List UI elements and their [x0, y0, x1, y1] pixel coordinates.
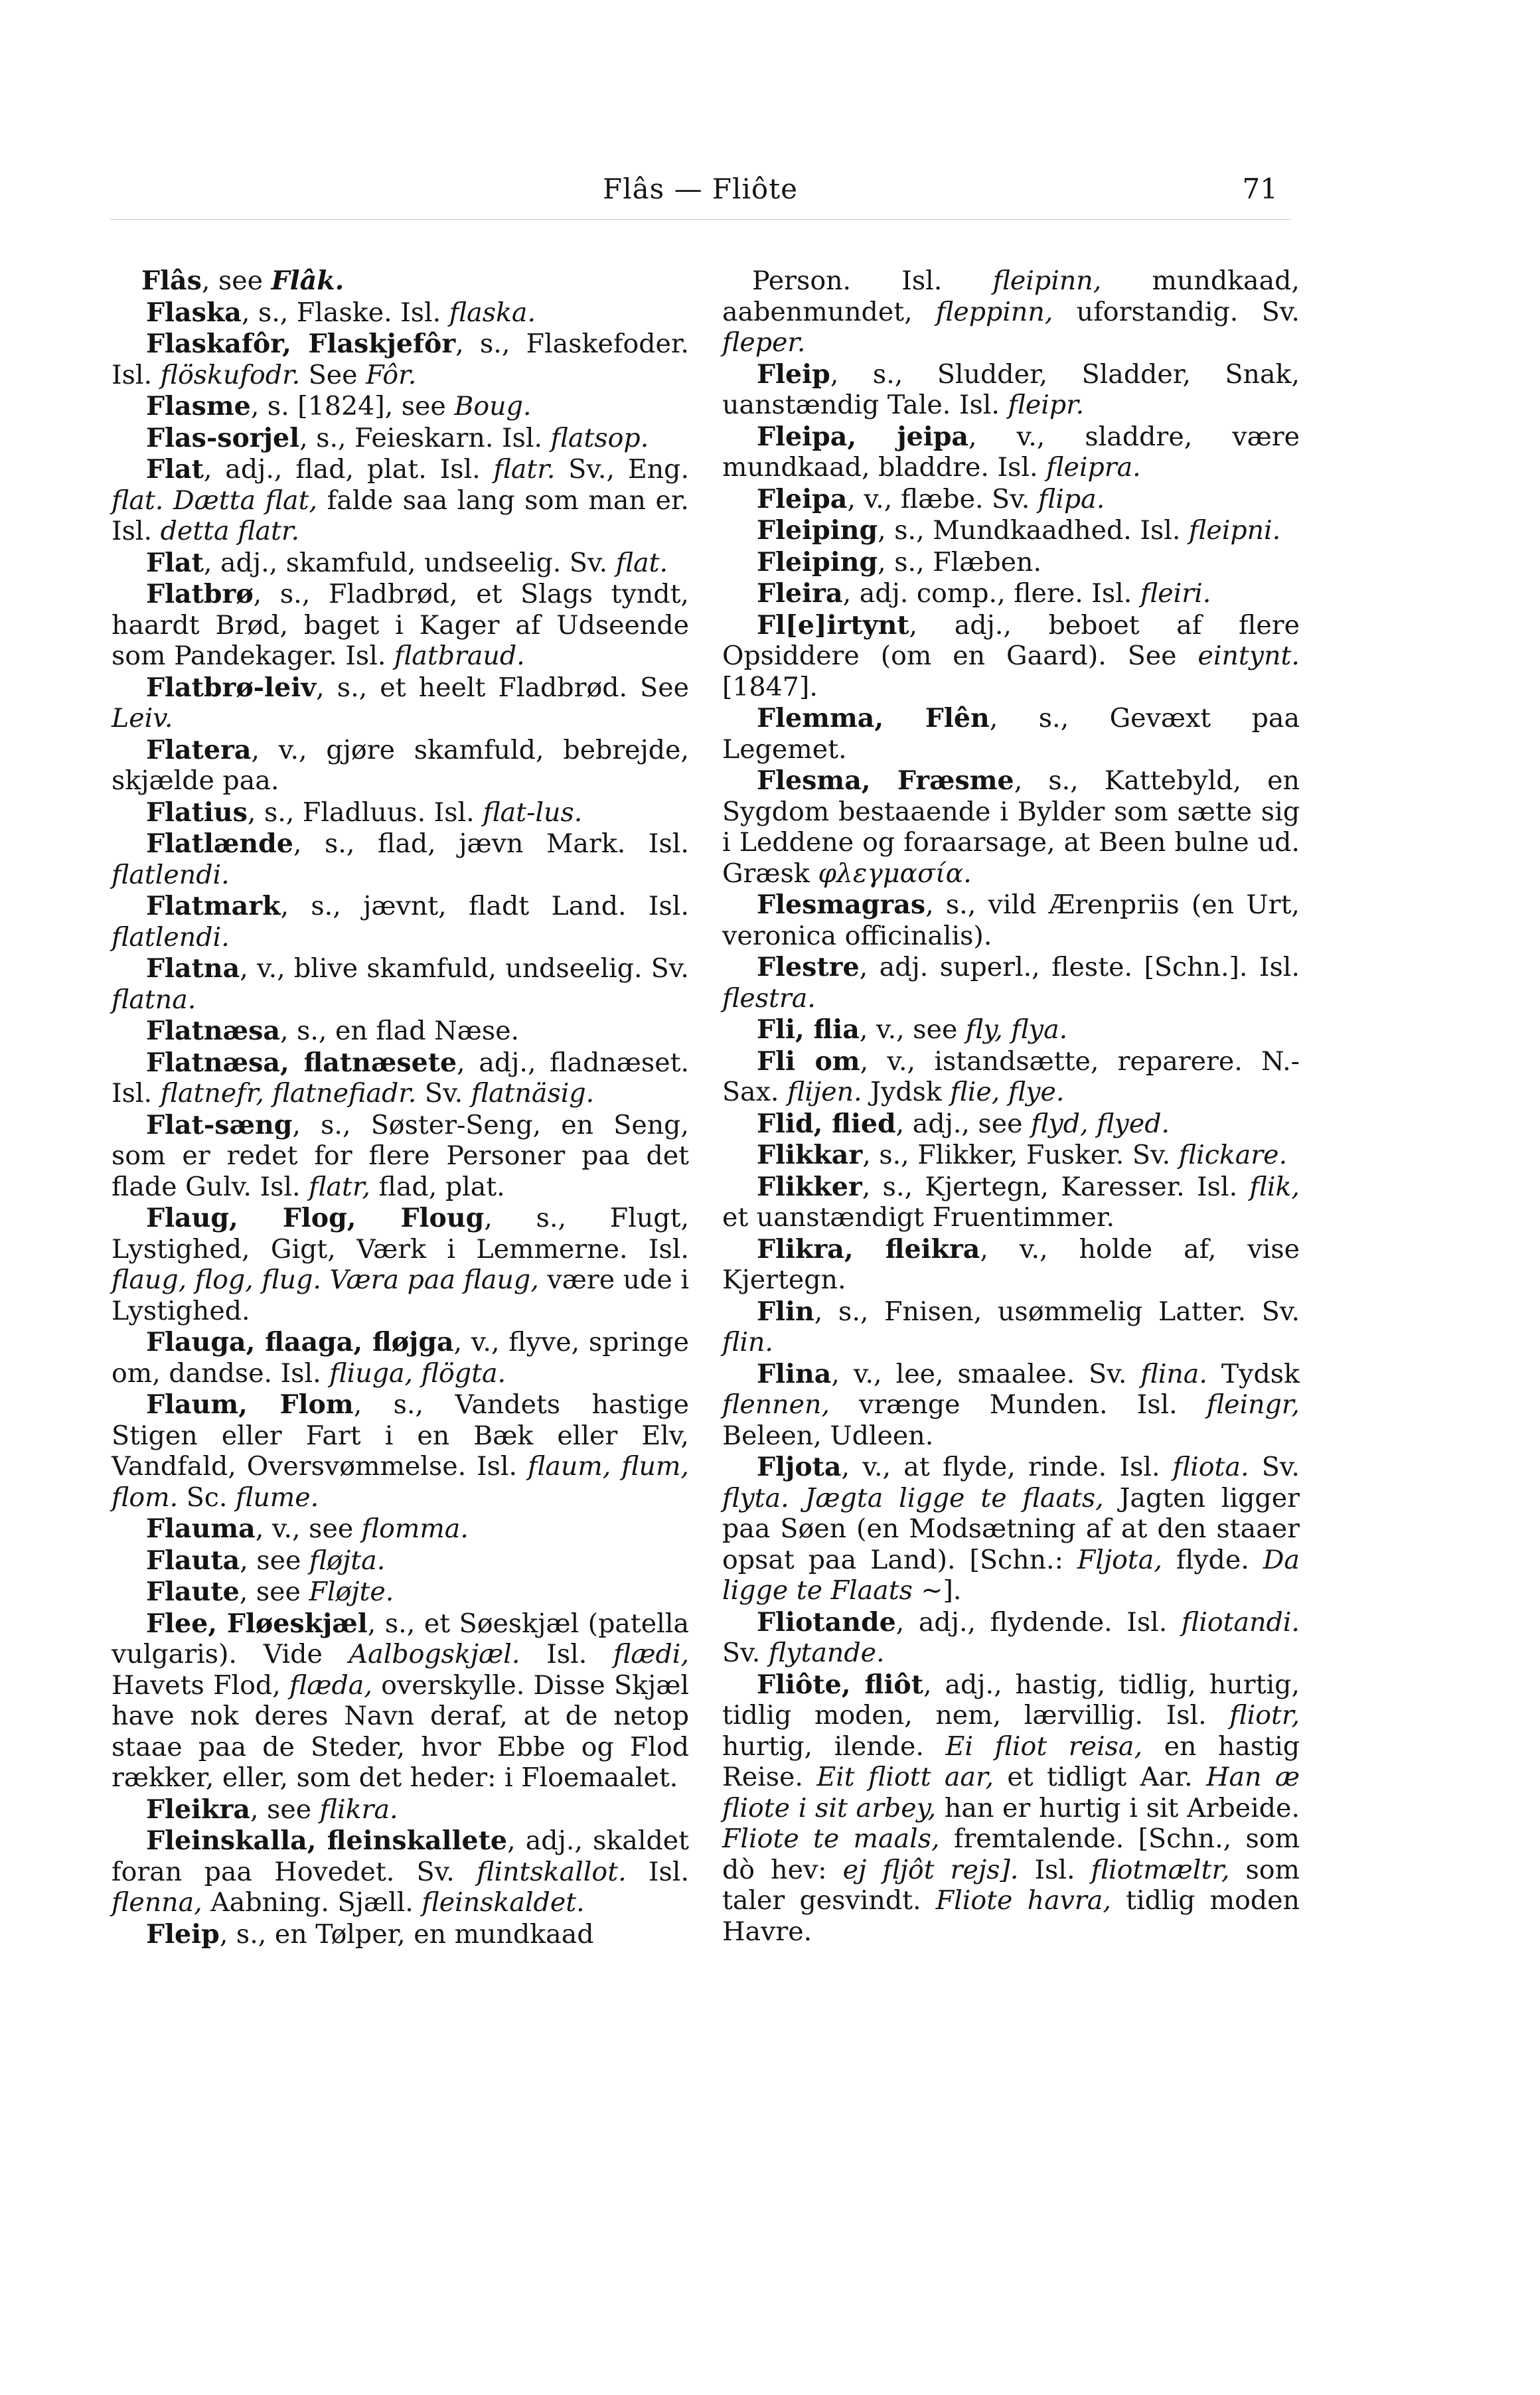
headword: Flemma, Flên — [757, 703, 990, 734]
headword: Fleiping — [757, 515, 878, 546]
headword: Flaskafôr, Flaskjefôr — [146, 329, 456, 359]
italic-form: flina. — [1140, 1358, 1207, 1389]
italic-form: Leiv. — [112, 703, 173, 734]
headword: Flestre — [757, 952, 860, 982]
header-rule — [110, 219, 1291, 220]
entry-text: , s., vild Ærenpriis (en Urt, veronica officinalis). — [722, 889, 1300, 951]
entry-text: mundkaad, aabenmundet, — [722, 266, 1300, 327]
italic-form: flatr, — [309, 1171, 370, 1202]
headword: Fliotande — [757, 1606, 896, 1638]
dictionary-entry — [112, 297, 689, 329]
entry-text: , adj., see — [895, 1108, 1032, 1139]
dictionary-entry — [112, 1513, 689, 1545]
headword: Fleip — [757, 358, 830, 390]
italic-form: fliotr, — [1229, 1700, 1300, 1731]
entry-text: , v., istandsætte, reparere. N.-Sax. — [722, 1045, 1300, 1107]
entry-text: , s., et Søeskjæl (patella vulgaris). Vide — [112, 1608, 689, 1669]
italic-form: flipa. — [1038, 483, 1105, 514]
italic-form: Aalbogskjæl. — [348, 1639, 520, 1669]
italic-form: flyta. Jægta ligge te flaats, — [722, 1482, 1104, 1513]
dictionary-entry — [112, 953, 689, 1015]
dictionary-entry — [722, 703, 1300, 765]
entry-text: Tydsk — [1207, 1358, 1300, 1389]
italic-form: flæda, — [289, 1669, 372, 1701]
headword: Flauta — [146, 1545, 240, 1576]
running-head: Flâs — Fliôte — [603, 173, 798, 205]
italic-form: ej fljôt rejs]. — [842, 1854, 1019, 1885]
entry-text: som taler gesvindt. — [722, 1854, 1300, 1916]
dictionary-entry — [112, 672, 689, 734]
headword: Fl[e]irtynt — [757, 609, 909, 641]
entry-text: være ude i Lystighed. — [112, 1265, 690, 1326]
dictionary-entry — [112, 1794, 689, 1825]
entry-text: Person. Isl. — [752, 266, 993, 296]
dictionary-entry — [722, 765, 1300, 889]
headword: Fli om — [757, 1045, 860, 1077]
entry-text: Sv. — [416, 1078, 471, 1109]
italic-form: Fliote havra, — [935, 1885, 1111, 1916]
italic-form: flædi, — [613, 1639, 689, 1669]
headword: Flauma — [146, 1513, 256, 1544]
headword: Flauga, flaaga, fløjga — [146, 1327, 454, 1357]
dictionary-entry — [112, 1327, 689, 1389]
italic-form: flatbraud. — [394, 641, 525, 671]
dictionary-entry — [722, 1234, 1300, 1296]
headword: Fleinskalla, fleinskallete — [146, 1825, 508, 1856]
headword: Flatnæsa, flatnæsete — [146, 1047, 457, 1078]
entry-text: , v., see — [255, 1513, 362, 1544]
headword: Flaug, Flog, Floug — [146, 1203, 485, 1233]
italic-form: fløjta. — [309, 1545, 386, 1576]
headword: Fljota — [757, 1452, 842, 1482]
entry-text: , adj., flydende. Isl. — [895, 1606, 1182, 1638]
headword: Fleipa, jeipa — [757, 421, 969, 452]
entry-text: , s., Feieskarn. Isl. — [299, 422, 551, 453]
italic-form: fleipinn, — [992, 266, 1102, 296]
dictionary-entry — [722, 1109, 1300, 1140]
entry-text: , s., en flad Næse. — [279, 1016, 520, 1046]
entry-text: , adj., flad, plat. Isl. — [203, 454, 494, 485]
entry-text: , adj. superl., fleste. [Schn.]. Isl. — [859, 952, 1300, 982]
italic-form: flijen. — [787, 1077, 862, 1107]
headword: Flee, Fløeskjæl — [146, 1608, 368, 1639]
dictionary-entry — [112, 1203, 689, 1326]
dictionary-entry — [112, 1110, 689, 1203]
entry-text: , s., Fladluus. Isl. — [247, 797, 483, 828]
italic-form: Fliote te maals, — [722, 1823, 940, 1854]
entry-text: , s., Søster-Seng, en Seng, som er redet for flere Personer paa det flade Gulv. Isl. — [112, 1109, 689, 1202]
entry-text: et tidligt Aar. — [994, 1762, 1207, 1792]
italic-form: Ei fliot reisa, — [945, 1731, 1143, 1762]
dictionary-entry — [112, 1389, 689, 1513]
entry-text: ~]. — [912, 1575, 962, 1606]
entry-text: , see — [240, 1545, 309, 1576]
headword: Flatna — [146, 953, 240, 984]
italic-form: flickare. — [1178, 1140, 1288, 1170]
headword: Fleip — [146, 1918, 220, 1950]
italic-form: flyd, flyed. — [1031, 1108, 1170, 1139]
entry-text: , s., jævnt, fladt Land. Isl. — [280, 891, 689, 921]
entry-text: , s., Vandets hastige Stigen eller Fart i en Bæk eller Elv, Vandfald, Oversvømmelse. Isl. — [112, 1389, 689, 1482]
dictionary-entry — [112, 1608, 689, 1794]
italic-form: fliota. — [1172, 1452, 1249, 1482]
entry-text: , s., Gevæxt paa Legemet. — [722, 703, 1300, 765]
entry-text: , v., at flyde, rinde. Isl. — [841, 1452, 1173, 1482]
dictionary-entry — [722, 1452, 1300, 1606]
italic-form: fleipra. — [1046, 452, 1141, 483]
italic-form: flat-lus. — [483, 797, 583, 828]
italic-form: flaum, flum, flom. — [112, 1451, 689, 1513]
headword: Fleira — [757, 578, 843, 609]
entry-text: , s., Mundkaadhed. Isl. — [878, 515, 1189, 546]
italic-form: fliuga, flögta. — [329, 1357, 506, 1389]
dictionary-entry — [722, 1359, 1300, 1452]
dictionary-entry — [112, 891, 689, 953]
entry-text: , adj., skaldet foran paa Hovedet. Sv. — [112, 1825, 689, 1887]
headword: Fliôte, fliôt — [757, 1669, 923, 1700]
italic-form: flintskallot. — [477, 1856, 627, 1887]
italic-form: fleppinn, — [936, 296, 1053, 327]
headword: Flat-sæng — [146, 1109, 293, 1140]
italic-form: flume. — [236, 1482, 319, 1513]
italic-form: Fôr. — [366, 359, 417, 390]
entry-text: Isl. — [520, 1639, 614, 1669]
headword: Flikkar — [757, 1140, 863, 1170]
entry-text: Jagten ligger paa Søen (en Modsætning af at den staaer opsat paa Land). [Schn.: — [722, 1482, 1300, 1575]
entry-text: , s., Flaske. Isl. — [241, 297, 449, 328]
headword: Flat — [146, 454, 204, 485]
headword: Flaum, Flom — [146, 1389, 354, 1420]
entry-text: , v., lee, smaalee. Sv. — [831, 1358, 1141, 1389]
entry-text: vrænge Munden. Isl. — [829, 1389, 1207, 1420]
italic-form: fly, flya. — [965, 1014, 1068, 1045]
entry-text: , adj., hastig, tidlig, hurtig, tidlig moden, nem, lærvillig. Isl. — [722, 1669, 1300, 1731]
dictionary-entry — [112, 797, 689, 828]
headword: Flasme — [146, 391, 251, 422]
dictionary-entry — [722, 1607, 1300, 1669]
headword: Flatnæsa — [146, 1016, 280, 1046]
headword: Flin — [757, 1296, 814, 1327]
headword: Flatmark — [146, 891, 281, 921]
dictionary-entry — [112, 548, 689, 579]
dictionary-entry — [722, 547, 1300, 578]
entry-text: tidlig moden Havre. — [722, 1885, 1300, 1947]
entry-text: , v., blive skamfuld, undseelig. Sv. — [240, 953, 689, 984]
dictionary-entry — [112, 423, 689, 454]
entry-text: , see — [201, 266, 271, 296]
entry-text: , v., gjøre skamfuld, bebrejde, skjælde paa. — [112, 734, 689, 796]
italic-form: flenna, — [112, 1887, 202, 1918]
entry-text: Jydsk — [862, 1077, 951, 1107]
entry-text: Isl. — [1018, 1854, 1091, 1885]
dictionary-entry — [722, 1014, 1300, 1045]
dictionary-entry — [112, 454, 689, 547]
entry-text: , s., Fladbrød, et Slags tyndt, haardt Brød, baget i Kager af Udseende som Pandekager. Isl. — [112, 579, 689, 671]
entry-text: , s., Kjertegn, Karesser. Isl. — [862, 1171, 1250, 1202]
headword: Flina — [757, 1358, 832, 1389]
italic-form: fleiri. — [1140, 578, 1211, 609]
dictionary-entry — [112, 579, 689, 672]
italic-form: fleipni. — [1188, 515, 1281, 546]
entry-text: , adj. comp., flere. Isl. — [842, 578, 1140, 609]
entry-text: , s., en Tølper, en mundkaad — [219, 1918, 594, 1950]
dictionary-entry — [722, 1296, 1300, 1358]
dictionary-entry — [112, 266, 689, 297]
headword: Flaska — [146, 297, 242, 328]
italic-form: fleper. — [722, 327, 806, 358]
entry-text: See — [300, 359, 366, 390]
entry-text: flyde. — [1162, 1544, 1263, 1575]
italic-form: flatr. — [493, 454, 556, 485]
entry-text: , s., flad, jævn Mark. Isl. — [293, 828, 689, 859]
headword: Flat — [146, 547, 204, 578]
headword: Fleiping — [757, 546, 878, 578]
italic-form: fliotandi. — [1181, 1606, 1300, 1638]
entry-text: flad, plat. — [370, 1171, 505, 1202]
left-column — [112, 266, 689, 1950]
entry-text: Aabning. Sjæll. — [202, 1887, 422, 1918]
italic-form: flatna. — [112, 984, 196, 1015]
entry-text: , s., Flikker, Fusker. Sv. — [862, 1140, 1179, 1170]
italic-form: flestra. — [722, 982, 816, 1014]
dictionary-entry — [112, 828, 689, 890]
entry-text: Isl. — [626, 1856, 690, 1887]
entry-text: en hastig Reise. — [722, 1731, 1300, 1792]
headword: Fleipa — [757, 483, 848, 514]
italic-form: flatnäsig. — [471, 1078, 595, 1109]
entry-text: , s., Flæben. — [878, 546, 1042, 578]
entry-text: , v., sladdre, være mundkaad, bladdre. Isl. — [722, 421, 1300, 483]
dictionary-entry — [112, 1825, 689, 1918]
italic-form: flöskufodr. — [160, 359, 301, 390]
italic-form: flatlendi. — [112, 859, 230, 890]
dictionary-entry — [722, 484, 1300, 515]
entry-text: Sv., Eng. — [555, 454, 689, 485]
page-number: 71 — [1242, 173, 1278, 205]
entry-text: , see — [239, 1577, 309, 1607]
entry-text: , v., see — [859, 1014, 966, 1045]
entry-text: [1847]. — [722, 671, 818, 702]
entry-text: Havets Flod, — [112, 1669, 290, 1701]
entry-text: , s., Flaskefoder. Isl. — [112, 329, 689, 390]
headword: Flatlænde — [146, 828, 293, 859]
entry-text: , s. [1824], see — [250, 391, 455, 422]
dictionary-entry — [112, 1919, 689, 1950]
dictionary-entry — [112, 1016, 689, 1047]
headword: Flikker — [757, 1171, 862, 1202]
italic-form: Han æ fliote i sit arbey, — [722, 1762, 1300, 1823]
headword: Fleikra — [146, 1794, 250, 1825]
entry-text: Sv. — [722, 1638, 769, 1668]
dictionary-entry — [722, 266, 1300, 358]
page-header — [110, 169, 1291, 209]
dictionary-entry — [722, 1046, 1300, 1108]
italic-form: flikra. — [319, 1794, 398, 1825]
headword: Flesma, Fræsme — [757, 765, 1014, 796]
entry-text: uforstandig. Sv. — [1053, 296, 1300, 327]
entry-text: , v., holde af, vise Kjertegn. — [722, 1233, 1300, 1295]
entry-text: Sv. — [1249, 1452, 1300, 1482]
italic-form: flaska. — [449, 297, 536, 328]
dictionary-entry — [112, 1047, 689, 1109]
entry-text: , s., Kattebyld, en Sygdom bestaaende i Bylder som sætte sig i Leddene og foraarsage, at Been bulne ud. Græsk — [722, 765, 1300, 889]
dictionary-entry — [112, 391, 689, 422]
italic-form: flaug, flog, flug. Væra paa flaug, — [112, 1265, 539, 1295]
entry-text: et uanstændigt Fruentimmer. — [722, 1202, 1115, 1233]
entry-text: , v., flyve, springe om, dandse. Isl. — [112, 1327, 689, 1389]
right-column — [722, 266, 1300, 1948]
entry-text: , v., flæbe. Sv. — [847, 483, 1038, 514]
dictionary-entry — [722, 359, 1300, 421]
italic-form: φλεγμασία. — [818, 858, 972, 889]
italic-form: flat. — [615, 547, 668, 578]
entry-text: , s., et heelt Fladbrød. See — [316, 672, 689, 703]
italic-form: fleipr. — [1008, 390, 1085, 420]
italic-form: flytande. — [768, 1638, 885, 1668]
dictionary-entry — [722, 515, 1300, 546]
italic-form: fleingr, — [1206, 1389, 1300, 1420]
italic-form: eintynt. — [1197, 641, 1300, 671]
headword: Flâk. — [271, 266, 345, 296]
entry-text: , adj., skamfuld, undseelig. Sv. — [203, 547, 616, 578]
italic-form: flennen, — [722, 1389, 830, 1420]
headword: Flas-sorjel — [146, 422, 300, 453]
dictionary-entry — [722, 1172, 1300, 1233]
dictionary-entry — [722, 1140, 1300, 1171]
entry-text: falde saa lang som man er. Isl. — [112, 485, 689, 546]
entry-text: , adj., fladnæset. Isl. — [112, 1047, 690, 1109]
headword: Flâs — [141, 266, 202, 296]
italic-form: flomma. — [361, 1513, 469, 1544]
headword: Flatius — [146, 797, 248, 828]
italic-form: fliotmæltr, — [1091, 1854, 1230, 1885]
dictionary-entry — [112, 329, 689, 390]
italic-form: Da ligge te Flaats — [722, 1544, 1300, 1606]
italic-form: flatlendi. — [112, 921, 230, 953]
italic-form: flatnefr, flatnefiadr. — [160, 1078, 417, 1109]
entry-text: fremtalende. [Schn., som dò hev: — [722, 1823, 1300, 1885]
italic-form: Boug. — [454, 391, 532, 422]
headword: Flaute — [146, 1577, 240, 1607]
italic-form: flie, flye. — [950, 1077, 1065, 1107]
dictionary-entry — [112, 1577, 689, 1608]
italic-form: fleinskaldet. — [422, 1887, 585, 1918]
dictionary-entry — [722, 952, 1300, 1014]
entry-text: Sc. — [178, 1482, 236, 1513]
headword: Flesmagras — [757, 889, 926, 920]
entry-text: overskylle. Disse Skjæl have nok deres Navn deraf, at de netop staae paa de Steder, hvor Ebbe og Flod rækker, eller, som det heder: i Floemaalet. — [112, 1669, 689, 1793]
entry-text: , see — [250, 1794, 320, 1825]
entry-text: , s., Flugt, Lystighed, Gigt, Værk i Lemmerne. Isl. — [112, 1203, 690, 1265]
dictionary-entry — [722, 889, 1300, 951]
entry-text: hurtig, ilende. — [722, 1731, 946, 1762]
entry-text: Beleen, Udleen. — [722, 1420, 934, 1451]
dictionary-entry — [722, 610, 1300, 703]
entry-text: , s., Fnisen, usømmelig Latter. Sv. — [814, 1296, 1300, 1327]
entry-text: , s., Sludder, Sladder, Snak, uanstændig Tale. Isl. — [722, 358, 1300, 420]
italic-form: flin. — [722, 1327, 773, 1357]
headword: Flikra, fleikra — [757, 1233, 980, 1265]
italic-form: flatsop. — [550, 422, 649, 453]
entry-text: , adj., beboet af flere Opsiddere (om en Gaard). See — [722, 609, 1300, 671]
headword: Flatera — [146, 734, 252, 765]
headword: Flid, flied — [757, 1108, 896, 1139]
italic-form: Fljota, — [1077, 1544, 1162, 1575]
italic-form: flik, — [1249, 1171, 1300, 1202]
headword: Flatbrø-leiv — [146, 672, 317, 703]
dictionary-entry — [722, 422, 1300, 483]
headword: Fli, flia — [757, 1014, 860, 1045]
dictionary-entry — [722, 1669, 1300, 1948]
italic-form: flat. Dætta flat, — [112, 485, 318, 516]
dictionary-entry — [112, 1545, 689, 1577]
headword: Flatbrø — [146, 579, 254, 609]
dictionary-entry — [722, 578, 1300, 609]
entry-text: han er hurtig i sit Arbeide. — [936, 1792, 1300, 1823]
italic-form: detta flatr. — [160, 516, 300, 546]
italic-form: Eit fliott aar, — [816, 1762, 994, 1792]
italic-form: Fløjte. — [309, 1577, 394, 1607]
dictionary-entry — [112, 735, 689, 797]
